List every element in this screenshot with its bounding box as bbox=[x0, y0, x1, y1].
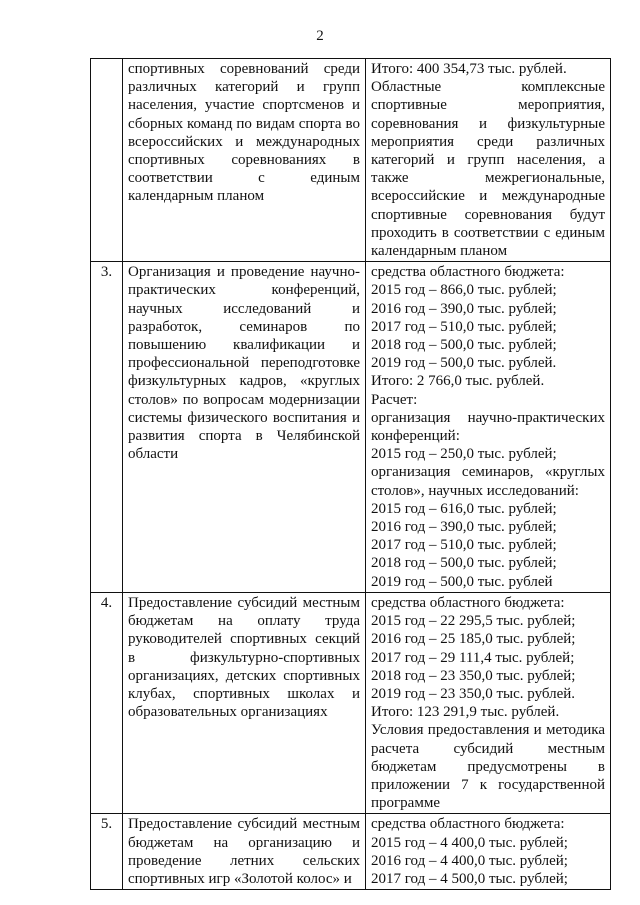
table-row bbox=[91, 59, 611, 262]
row-number: 3. bbox=[91, 262, 123, 593]
funding-line: 2017 год – 510,0 тыс. рублей; bbox=[371, 537, 557, 554]
funding-line: 2017 год – 29 111,4 тыс. рублей; bbox=[371, 649, 575, 666]
funding-line: 2019 год – 23 350,0 тыс. рублей. bbox=[371, 685, 576, 702]
funding-line: 2016 год – 390,0 тыс. рублей; bbox=[371, 519, 557, 536]
row-description: спортивных соревнований среди различных категорий и групп населения, участие спортсменов и сборных команд по видам спорта во всероссийских и международных спортивных соревнованиях в соответствии с единым календарным планом bbox=[123, 59, 366, 262]
table-row bbox=[91, 262, 611, 593]
funding-total: Итого: 400 354,73 тыс. рублей. bbox=[371, 61, 567, 77]
funding-line: 2017 год – 510,0 тыс. рублей; bbox=[371, 318, 557, 335]
row-number bbox=[91, 59, 123, 262]
funding-note: Областные комплексные спортивные мероприятия, соревнования и физкультурные мероприятия среди различных категорий и групп населения, а также межрегиональные, всероссийские и международные спортивные соревнования будут проходить в соответствии с единым календарным планом bbox=[371, 79, 605, 260]
funding-line: 2019 год – 500,0 тыс. рублей bbox=[371, 573, 553, 590]
funding-line: 2018 год – 23 350,0 тыс. рублей; bbox=[371, 667, 576, 684]
funding-line: 2017 год – 4 500,0 тыс. рублей; bbox=[371, 870, 568, 887]
funding-line: 2016 год – 390,0 тыс. рублей; bbox=[371, 300, 557, 317]
row-funding bbox=[366, 592, 611, 813]
funding-note: Условия предоставления и методика расчета субсидий местным бюджетам предусмотрены в приложении 7 к государственной программе bbox=[371, 722, 605, 812]
row-number: 4. bbox=[91, 592, 123, 813]
row-funding bbox=[366, 262, 611, 593]
funding-line: средства областного бюджета: bbox=[371, 264, 565, 281]
funding-total: Итого: 2 766,0 тыс. рублей. bbox=[371, 373, 545, 390]
row-description: Предоставление субсидий местным бюджетам на организацию и проведение летних сельских спортивных игр «Золотой колос» и bbox=[123, 814, 366, 890]
funding-line: 2015 год – 250,0 тыс. рублей; bbox=[371, 446, 557, 463]
funding-line: 2018 год – 500,0 тыс. рублей; bbox=[371, 555, 557, 572]
funding-line: 2015 год – 616,0 тыс. рублей; bbox=[371, 500, 557, 517]
funding-line: 2018 год – 500,0 тыс. рублей; bbox=[371, 337, 557, 354]
funding-line: 2015 год – 866,0 тыс. рублей; bbox=[371, 282, 557, 299]
funding-line: 2016 год – 4 400,0 тыс. рублей; bbox=[371, 852, 568, 869]
funding-line: средства областного бюджета: bbox=[371, 816, 565, 833]
row-number: 5. bbox=[91, 814, 123, 890]
table-row bbox=[91, 814, 611, 890]
funding-line: 2016 год – 25 185,0 тыс. рублей; bbox=[371, 631, 576, 648]
row-funding bbox=[366, 59, 611, 262]
funding-line: средства областного бюджета: bbox=[371, 594, 565, 611]
funding-line: Расчет: bbox=[371, 391, 418, 408]
row-funding bbox=[366, 814, 611, 890]
funding-line: 2019 год – 500,0 тыс. рублей. bbox=[371, 355, 557, 372]
program-table bbox=[90, 58, 611, 890]
row-description: Организация и проведение научно-практических конференций, научных исследований и разработок, семинаров по повышению квалификации и профессиональной переподготовке физкультурных кадров, «круглых столов» по вопросам модернизации системы физического воспитания и развития спорта в Челябинской области bbox=[123, 262, 366, 593]
page-number: 2 bbox=[316, 28, 324, 44]
funding-line: 2015 год – 4 400,0 тыс. рублей; bbox=[371, 834, 568, 851]
funding-note: организация семинаров, «круглых столов», научных исследований: bbox=[371, 464, 605, 499]
table-row bbox=[91, 592, 611, 813]
row-description: Предоставление субсидий местным бюджетам на оплату труда руководителей спортивных секций в физкультурно-спортивных организациях, детских спортивных клубах, спортивных школах и образовательных организациях bbox=[123, 592, 366, 813]
funding-total: Итого: 123 291,9 тыс. рублей. bbox=[371, 704, 560, 721]
funding-note: организация научно-практических конференций: bbox=[371, 409, 605, 445]
funding-line: 2015 год – 22 295,5 тыс. рублей; bbox=[371, 613, 576, 630]
